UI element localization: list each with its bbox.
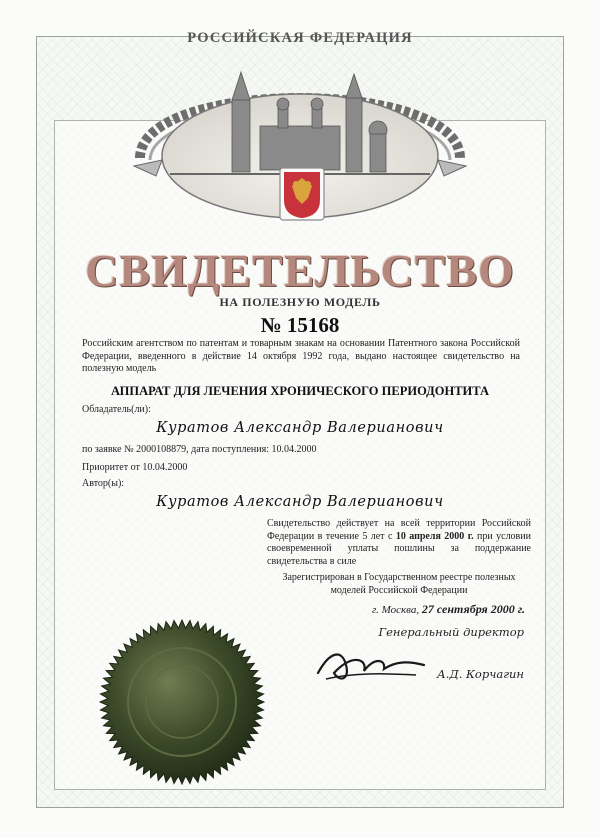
- author-name: Куратов Александр Валерианович: [156, 494, 444, 510]
- holder-label: Обладатель(ли):: [82, 404, 151, 415]
- certificate-number: № 15168: [260, 313, 340, 337]
- handwritten-signature: [312, 643, 430, 689]
- validity-text-end: при условии своевременной уплаты пошлины за поддержание свидетельства в силе: [267, 530, 531, 567]
- issue-place: г. Москва,: [372, 604, 422, 616]
- application-info: по заявке № 2000108879, дата поступления: 10.04.2000: [82, 444, 317, 455]
- validity-start-date: 10 апреля 2000 г.: [395, 530, 474, 542]
- registry-note: Зарегистрирован в Государственном реестре полезных моделей Российской Федерации: [282, 572, 516, 596]
- double-headed-eagle-icon: [280, 168, 324, 220]
- validity-text-start: Свидетельство действует на всей территории Российской Федерации в течение 5 лет с: [267, 518, 531, 542]
- intro-paragraph: Российским агентством по патентам и товарным знакам на основании Патентного закона Российской Федерации, введенного в действие 14 октября 1992 года, выдано настоящее свидетельство на полезную модель: [82, 338, 520, 374]
- green-foil-seal-icon: [98, 618, 266, 786]
- kremlin-emblem-icon: [120, 38, 480, 248]
- country-title: РОССИЙСКАЯ ФЕДЕРАЦИЯ: [187, 30, 413, 46]
- author-label: Автор(ы):: [82, 478, 125, 489]
- signer-position: Генеральный директор: [378, 625, 524, 639]
- issue-place-date: [267, 602, 525, 617]
- priority-date: Приоритет от 10.04.2000: [82, 462, 188, 473]
- document-title: СВИДЕТЕЛЬСТВО: [85, 245, 515, 296]
- holder-name: Куратов Александр Валерианович: [156, 420, 444, 436]
- validity-paragraph: [267, 518, 531, 568]
- utility-model-title: АППАРАТ ДЛЯ ЛЕЧЕНИЯ ХРОНИЧЕСКОГО ПЕРИОДОНТИТА: [110, 384, 490, 398]
- signer-name: А.Д. Корчагин: [436, 667, 524, 681]
- document-subtitle: НА ПОЛЕЗНУЮ МОДЕЛЬ: [219, 295, 381, 309]
- issue-date: 27 сентября 2000 г.: [421, 602, 525, 616]
